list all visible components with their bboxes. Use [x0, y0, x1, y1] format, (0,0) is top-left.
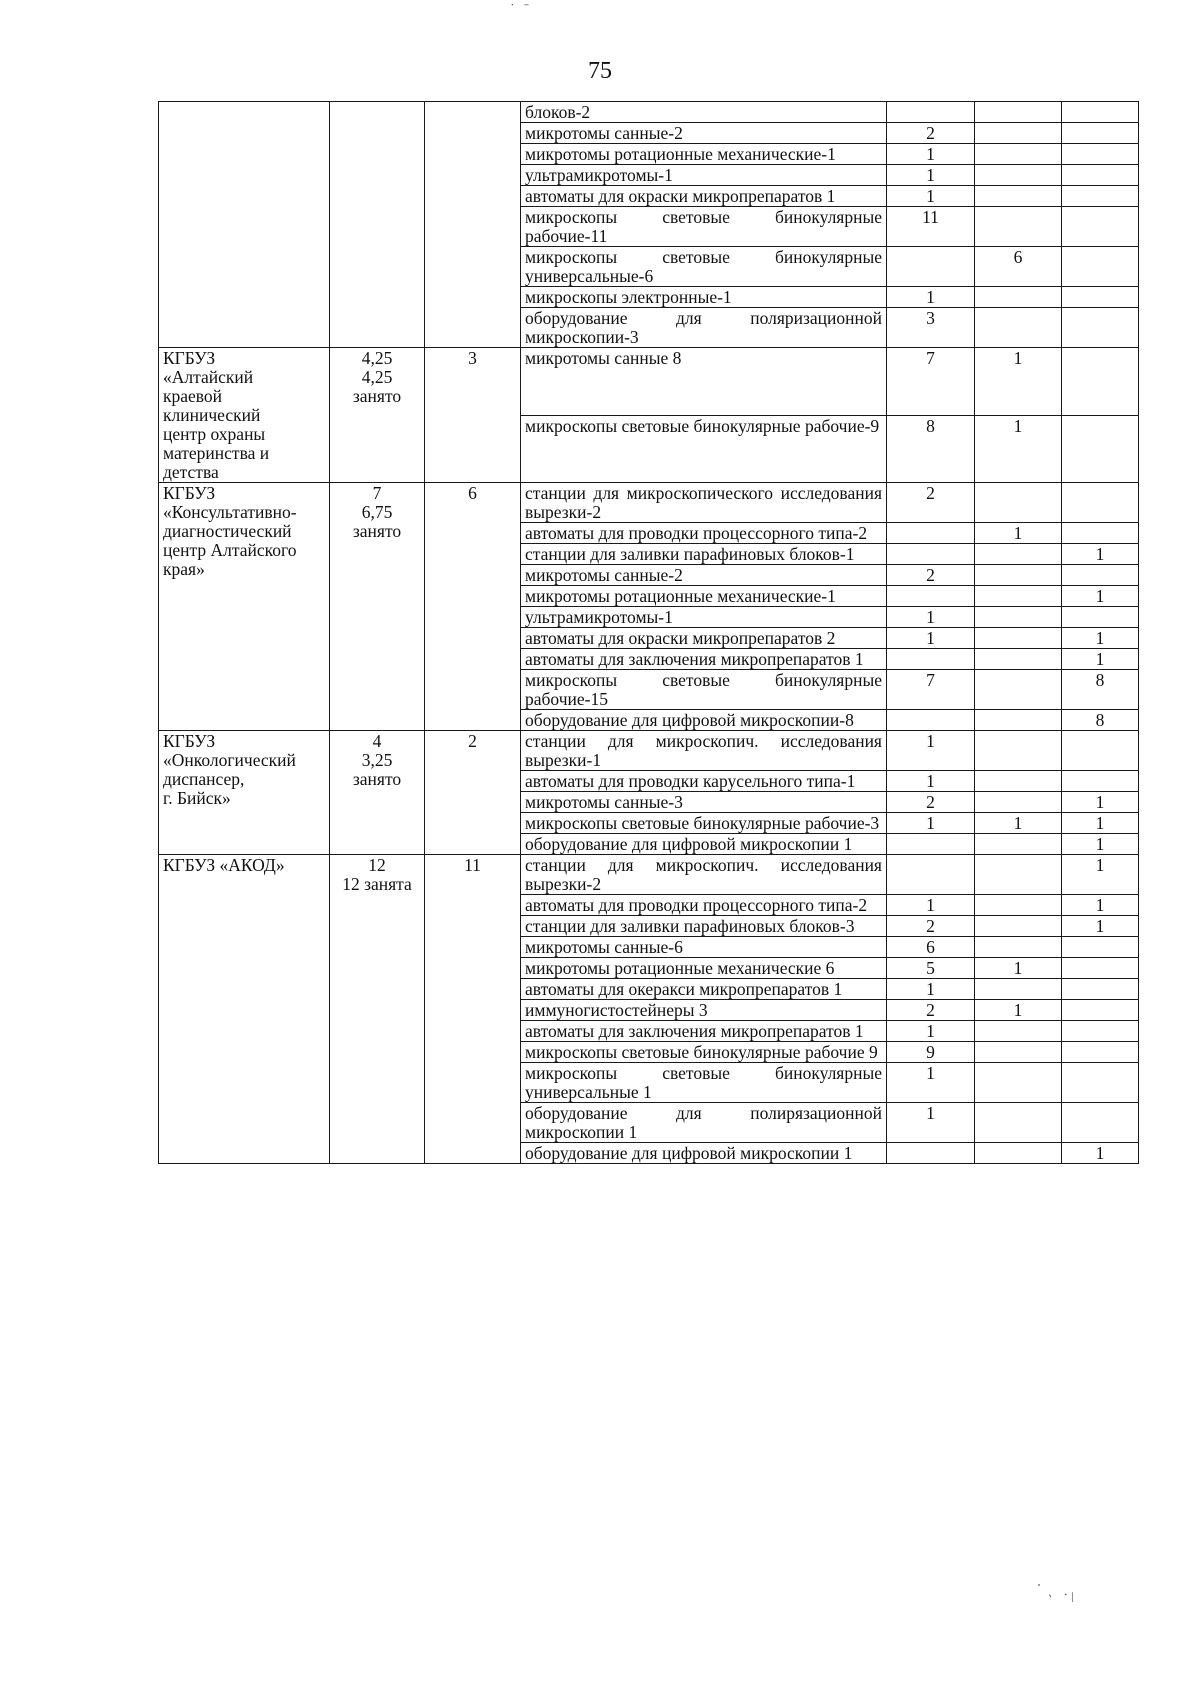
equipment-value-1 [887, 586, 975, 607]
equipment-value-1: 1 [887, 165, 975, 186]
equipment-name: станции для микроскопического исследования вырезки-2 [521, 483, 887, 523]
equipment-value-1: 6 [887, 937, 975, 958]
equipment-name: микротомы санные-3 [521, 792, 887, 813]
equipment-value-3 [1062, 937, 1139, 958]
equipment-name: микроскопы световые бинокулярные рабочие-15 [521, 670, 887, 710]
equipment-value-3 [1062, 207, 1139, 247]
equipment-value-1: 1 [887, 628, 975, 649]
staff-value: 4,25 [361, 348, 393, 368]
equipment-value-2 [975, 123, 1062, 144]
equipment-name: микроскопы световые бинокулярные рабочие-11 [521, 207, 887, 247]
equipment-value-1: 1 [887, 813, 975, 834]
organization-name: КГБУЗ [163, 348, 216, 368]
equipment-name: станции для заливки парафиновых блоков-1 [521, 544, 887, 565]
equipment-name: микроскопы световые бинокулярные рабочие-9 [521, 415, 887, 483]
equipment-value-2: 1 [975, 1000, 1062, 1021]
equipment-value-2 [975, 628, 1062, 649]
equipment-name: автоматы для океракси микропрепаратов 1 [521, 979, 887, 1000]
equipment-name: микротомы ротационные механические-1 [521, 586, 887, 607]
equipment-value-1: 8 [887, 415, 975, 483]
equipment-value-1 [887, 247, 975, 287]
equipment-name: автоматы для окраски микропрепаратов 1 [521, 186, 887, 207]
organization-name: «Консультативно- [163, 502, 297, 522]
equipment-value-1: 1 [887, 144, 975, 165]
equipment-name: станции для микроскопич. исследования вырезки-1 [521, 731, 887, 771]
organization-cell [159, 483, 330, 731]
organization-name: «Онкологический [163, 750, 296, 770]
equipment-value-3 [1062, 771, 1139, 792]
equipment-value-3: 1 [1062, 1143, 1139, 1164]
table-row [159, 483, 1139, 523]
equipment-value-3 [1062, 102, 1139, 123]
equipment-value-2 [975, 1063, 1062, 1103]
equipment-value-1: 1 [887, 607, 975, 628]
staff-value: 4 [372, 731, 382, 751]
organization-name: детства [163, 462, 219, 482]
organization-name: КГБУЗ [163, 731, 216, 751]
equipment-value-1 [887, 544, 975, 565]
equipment-value-3 [1062, 483, 1139, 523]
equipment-value-1: 5 [887, 958, 975, 979]
equipment-name: микротомы ротационные механические 6 [521, 958, 887, 979]
equipment-value-3 [1062, 1103, 1139, 1143]
equipment-value-2 [975, 186, 1062, 207]
staff-value: занято [352, 386, 402, 406]
equipment-value-3 [1062, 247, 1139, 287]
organization-cell [159, 348, 330, 483]
equipment-name: автоматы для окраски микропрепаратов 2 [521, 628, 887, 649]
equipment-value-2 [975, 1143, 1062, 1164]
equipment-value-3 [1062, 731, 1139, 771]
equipment-value-1 [887, 649, 975, 670]
staff-cell [330, 348, 425, 483]
equipment-value-2: 1 [975, 523, 1062, 544]
equipment-value-2 [975, 586, 1062, 607]
equipment-value-1 [887, 523, 975, 544]
staff-value: 6,75 [361, 502, 393, 522]
count-cell [425, 102, 521, 348]
equipment-name: иммуногистостейнеры 3 [521, 1000, 887, 1021]
equipment-value-2 [975, 165, 1062, 186]
equipment-value-1: 1 [887, 1063, 975, 1103]
equipment-value-2 [975, 1103, 1062, 1143]
table-row [159, 102, 1139, 123]
equipment-value-2: 1 [975, 415, 1062, 483]
equipment-value-2 [975, 895, 1062, 916]
count-cell: 11 [425, 855, 521, 1164]
equipment-value-1: 1 [887, 979, 975, 1000]
equipment-table [158, 101, 1139, 1164]
equipment-value-1 [887, 1143, 975, 1164]
equipment-value-3: 1 [1062, 895, 1139, 916]
equipment-value-1: 7 [887, 670, 975, 710]
equipment-name: микротомы санные-2 [521, 123, 887, 144]
equipment-value-3 [1062, 287, 1139, 308]
equipment-name: микротомы санные 8 [521, 348, 887, 416]
equipment-value-1: 1 [887, 771, 975, 792]
equipment-value-3: 1 [1062, 649, 1139, 670]
equipment-value-3: 8 [1062, 710, 1139, 731]
scan-mark-bottom: · ˎ ·\ [1033, 1578, 1080, 1607]
staff-cell [330, 483, 425, 731]
equipment-name: оборудование для полирязационной микроскопии 1 [521, 1103, 887, 1143]
equipment-value-2 [975, 102, 1062, 123]
equipment-value-2 [975, 287, 1062, 308]
equipment-value-1: 3 [887, 308, 975, 348]
equipment-name: оборудование для цифровой микроскопии 1 [521, 1143, 887, 1164]
equipment-name: автоматы для заключения микропрепаратов 1 [521, 1021, 887, 1042]
staff-cell [330, 102, 425, 348]
equipment-name: микроскопы электронные-1 [521, 287, 887, 308]
equipment-value-2 [975, 792, 1062, 813]
equipment-name: оборудование для поляризационной микроскопии-3 [521, 308, 887, 348]
equipment-value-3 [1062, 1021, 1139, 1042]
equipment-value-3: 1 [1062, 834, 1139, 855]
equipment-value-1 [887, 834, 975, 855]
equipment-value-3 [1062, 308, 1139, 348]
count-cell: 3 [425, 348, 521, 483]
organization-name: КГБУЗ [163, 483, 216, 503]
equipment-value-3 [1062, 607, 1139, 628]
equipment-value-2 [975, 710, 1062, 731]
staff-value: 12 занята [342, 874, 412, 894]
equipment-name: микротомы санные-6 [521, 937, 887, 958]
table-row [159, 348, 1139, 416]
equipment-name: блоков-2 [521, 102, 887, 123]
equipment-value-3 [1062, 979, 1139, 1000]
equipment-value-1 [887, 855, 975, 895]
equipment-value-3 [1062, 144, 1139, 165]
equipment-value-1: 11 [887, 207, 975, 247]
equipment-name: автоматы для заключения микропрепаратов 1 [521, 649, 887, 670]
equipment-value-3 [1062, 348, 1139, 416]
equipment-name: микротомы санные-2 [521, 565, 887, 586]
organization-name: материнства и [163, 443, 270, 463]
scan-mark-top: ˙ ˉ [510, 2, 532, 17]
equipment-value-3: 1 [1062, 916, 1139, 937]
equipment-value-2 [975, 937, 1062, 958]
equipment-name: ультрамикротомы-1 [521, 607, 887, 628]
equipment-value-2 [975, 649, 1062, 670]
equipment-value-1 [887, 102, 975, 123]
equipment-value-2: 6 [975, 247, 1062, 287]
staff-value: 12 [368, 855, 386, 875]
equipment-value-2 [975, 916, 1062, 937]
equipment-value-3 [1062, 565, 1139, 586]
equipment-value-2 [975, 670, 1062, 710]
equipment-name: автоматы для проводки карусельного типа-1 [521, 771, 887, 792]
equipment-value-1: 2 [887, 1000, 975, 1021]
equipment-value-2 [975, 544, 1062, 565]
equipment-value-2 [975, 771, 1062, 792]
equipment-value-3 [1062, 123, 1139, 144]
organization-name: центр охраны [163, 424, 266, 444]
equipment-value-2 [975, 207, 1062, 247]
staff-cell [330, 855, 425, 1164]
equipment-value-3: 8 [1062, 670, 1139, 710]
staff-value: 3,25 [361, 750, 393, 770]
equipment-value-2 [975, 979, 1062, 1000]
staff-value: 7 [372, 483, 382, 503]
equipment-value-3 [1062, 1063, 1139, 1103]
equipment-value-3 [1062, 165, 1139, 186]
equipment-value-3: 1 [1062, 855, 1139, 895]
organization-name: клинический [163, 405, 261, 425]
equipment-value-2 [975, 855, 1062, 895]
equipment-value-1: 2 [887, 123, 975, 144]
equipment-value-3: 1 [1062, 813, 1139, 834]
equipment-value-3 [1062, 415, 1139, 483]
equipment-value-1: 7 [887, 348, 975, 416]
equipment-value-1: 2 [887, 565, 975, 586]
equipment-name: микроскопы световые бинокулярные универсальные-6 [521, 247, 887, 287]
organization-name: диагностический [163, 521, 292, 541]
equipment-value-2 [975, 1021, 1062, 1042]
staff-value: занято [352, 769, 402, 789]
equipment-value-3: 1 [1062, 628, 1139, 649]
equipment-value-1: 2 [887, 916, 975, 937]
organization-cell [159, 731, 330, 855]
page-number: 75 [588, 58, 612, 84]
equipment-value-2: 1 [975, 813, 1062, 834]
equipment-value-3: 1 [1062, 544, 1139, 565]
equipment-value-3: 1 [1062, 792, 1139, 813]
equipment-value-2 [975, 731, 1062, 771]
equipment-value-1: 1 [887, 1103, 975, 1143]
equipment-value-2 [975, 565, 1062, 586]
equipment-value-3 [1062, 523, 1139, 544]
equipment-value-1: 2 [887, 792, 975, 813]
equipment-value-3 [1062, 186, 1139, 207]
equipment-value-3 [1062, 1042, 1139, 1063]
organization-name: диспансер, [163, 769, 245, 789]
equipment-name: автоматы для проводки процессорного типа-2 [521, 895, 887, 916]
equipment-value-2: 1 [975, 348, 1062, 416]
staff-cell [330, 731, 425, 855]
count-cell: 6 [425, 483, 521, 731]
equipment-value-2: 1 [975, 958, 1062, 979]
organization-name: центр Алтайского [163, 540, 297, 560]
equipment-value-2 [975, 308, 1062, 348]
equipment-name: микротомы ротационные механические-1 [521, 144, 887, 165]
equipment-value-1: 1 [887, 731, 975, 771]
equipment-value-2 [975, 607, 1062, 628]
organization-name: краевой [163, 386, 223, 406]
equipment-name: микроскопы световые бинокулярные рабочие-3 [521, 813, 887, 834]
count-cell: 2 [425, 731, 521, 855]
equipment-value-1 [887, 710, 975, 731]
equipment-value-2 [975, 483, 1062, 523]
equipment-value-1: 9 [887, 1042, 975, 1063]
table-row [159, 731, 1139, 771]
organization-cell [159, 855, 330, 1164]
organization-name: «Алтайский [163, 367, 254, 387]
staff-value: 4,25 [361, 367, 393, 387]
equipment-name: автоматы для проводки процессорного типа-2 [521, 523, 887, 544]
equipment-value-2 [975, 1042, 1062, 1063]
equipment-name: станции для микроскопич. исследования вырезки-2 [521, 855, 887, 895]
equipment-name: оборудование для цифровой микроскопии 1 [521, 834, 887, 855]
equipment-name: станции для заливки парафиновых блоков-3 [521, 916, 887, 937]
equipment-name: микроскопы световые бинокулярные универсальные 1 [521, 1063, 887, 1103]
equipment-value-3: 1 [1062, 586, 1139, 607]
organization-name: края» [163, 559, 205, 579]
organization-cell [159, 102, 330, 348]
equipment-value-2 [975, 144, 1062, 165]
organization-name: г. Бийск» [163, 788, 231, 808]
equipment-value-1: 2 [887, 483, 975, 523]
equipment-value-3 [1062, 1000, 1139, 1021]
equipment-value-1: 1 [887, 186, 975, 207]
equipment-name: ультрамикротомы-1 [521, 165, 887, 186]
equipment-value-1: 1 [887, 1021, 975, 1042]
equipment-name: оборудование для цифровой микроскопии-8 [521, 710, 887, 731]
equipment-value-1: 1 [887, 895, 975, 916]
equipment-name: микроскопы световые бинокулярные рабочие 9 [521, 1042, 887, 1063]
equipment-value-1: 1 [887, 287, 975, 308]
table-row [159, 855, 1139, 895]
staff-value: занято [352, 521, 402, 541]
organization-name: КГБУЗ «АКОД» [163, 855, 285, 875]
equipment-value-2 [975, 834, 1062, 855]
equipment-value-3 [1062, 958, 1139, 979]
